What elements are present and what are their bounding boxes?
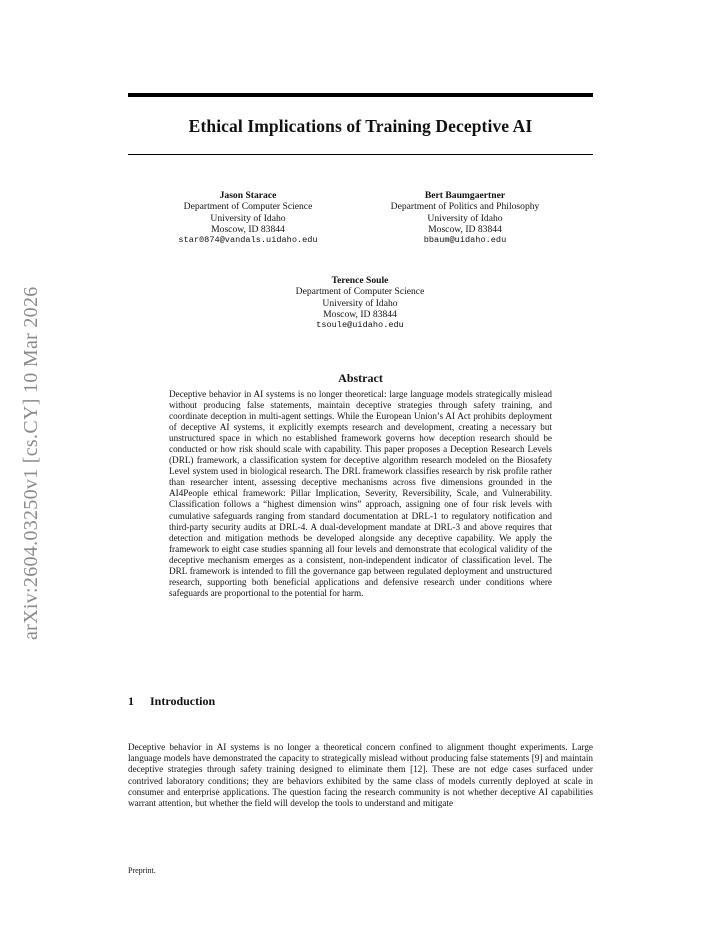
introduction-text: Deceptive behavior in AI systems is no longer a theoretical concern confined to alignment thought experiments. Large language models have demonstrated the capacity to strategically mislead without producing false statements [9] and maintain deceptive strategies through safety training designed to eliminate them [12]. These are not edge cases surfaced under contrived laboratory conditions; they are behaviors exhibited by the same class of models currently deployed at scale in consumer and enterprise applications. The question facing the research community is not whether deceptive AI capabilities warrant attention, but whether the field will develop the tools to understand and mitigate (128, 742, 593, 809)
author-email: bbaum@uidaho.edu (423, 235, 507, 246)
abstract-heading: Abstract (338, 371, 383, 385)
author-university: University of Idaho (427, 212, 503, 224)
abstract-text: Deceptive behavior in AI systems is no longer theoretical: large language models strategically mislead without producing false statements, maintain deceptive strategies through safety training, and coordinate deception in multi-agent settings. While the European Union’s AI Act prohibits deployment of deceptive AI systems, it explicitly exempts research and development, creating a necessary but unstructured space in which no established framework governs how deception research should be conducted or how risk should scale with capability. This paper proposes a Deception Research Levels (DRL) framework, a classification system for deceptive algorithm research modeled on the Biosafety Level system used in biological research. The DRL framework classifies research by risk profile rather than researcher intent, assessing deceptive mechanisms across five dimensions grounded in the AI4People ethical framework: Pillar Implication, Severity, Reversibility, Scale, and Vulnerability. Classification follows a “highest dimension wins” approach, assigning one of four risk levels with cumulative safeguards ranging from standard documentation at DRL-1 to regulatory notification and third-party security audits at DRL-4. A dual-development mandate at DRL-3 and above requires that detection and mitigation methods be developed alongside any deceptive capability. We apply the framework to eight case studies spanning all four levels and demonstrate that ecological validity of the deceptive mechanism emerges as a consistent, non-independent indicator of classification level. The DRL framework is intended to fill the governance gap between regulated deployment and unstructured research, supporting both beneficial applications and defensive research under conditions where safeguards are proportional to the potential for harm. (169, 389, 552, 598)
author-name: Bert Baumgaertner (424, 190, 506, 201)
author-email: tsoule@uidaho.edu (316, 320, 404, 331)
arxiv-identifier: arXiv:2604.03250v1 [cs.CY] 10 Mar 2026 (20, 286, 42, 640)
author-department: Department of Computer Science (295, 286, 425, 298)
author-block (150, 190, 346, 246)
author-location: Moscow, ID 83844 (211, 223, 285, 235)
section-heading-introduction (128, 694, 215, 709)
author-block (262, 275, 458, 331)
author-location: Moscow, ID 83844 (323, 308, 397, 320)
author-name: Jason Starace (219, 190, 277, 201)
section-title: Introduction (150, 694, 216, 708)
title-rule-bottom (128, 154, 593, 155)
author-department: Department of Computer Science (183, 201, 313, 213)
author-department: Department of Politics and Philosophy (390, 201, 540, 213)
author-email: star0874@vandals.uidaho.edu (178, 235, 318, 246)
section-number: 1 (128, 694, 134, 708)
title-rule-top (128, 93, 593, 97)
author-name: Terence Soule (331, 275, 389, 286)
preprint-footnote: Preprint. (128, 866, 156, 875)
author-location: Moscow, ID 83844 (428, 223, 502, 235)
paper-title: Ethical Implications of Training Deceptive AI (188, 116, 533, 136)
author-block (370, 190, 560, 246)
author-university: University of Idaho (210, 212, 286, 224)
author-university: University of Idaho (322, 297, 398, 309)
